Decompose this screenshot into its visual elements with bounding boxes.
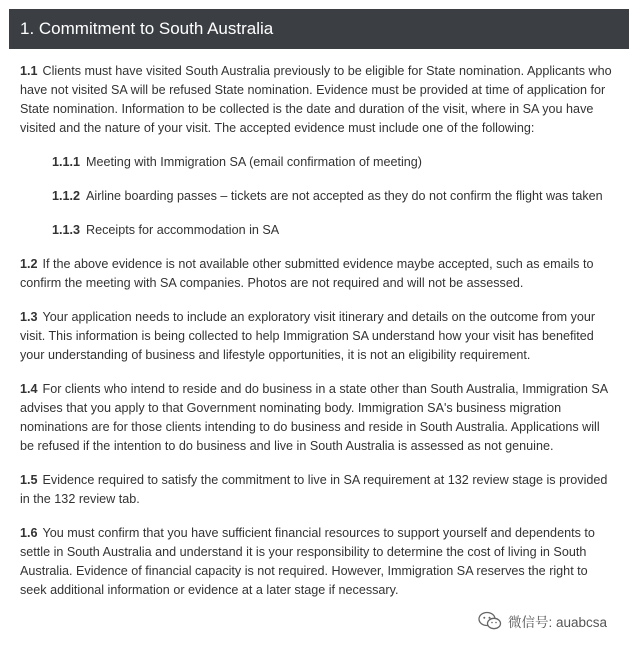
item-text: Airline boarding passes – tickets are not accepted as they do not confirm the flight was taken: [86, 189, 603, 203]
item-text: Meeting with Immigration SA (email confirmation of meeting): [86, 155, 422, 169]
item-number: 1.1.1: [52, 155, 81, 169]
item-number: 1.2: [20, 257, 38, 271]
document-body: [20, 62, 616, 615]
section-title: 1. Commitment to South Australia: [20, 19, 274, 38]
item-1-6: [20, 524, 616, 600]
item-number: 1.1.3: [52, 223, 81, 237]
item-number: 1.4: [20, 382, 38, 396]
item-1-1-2: [52, 187, 616, 206]
item-number: 1.1: [20, 64, 38, 78]
item-text: If the above evidence is not available other submitted evidence maybe accepted, such as emails to confirm the meeting with SA companies. Photos are not required and will not be assessed.: [20, 257, 594, 290]
item-1-1-1: [52, 153, 616, 172]
item-text: Your application needs to include an exploratory visit itinerary and details on the outcome from your visit. This information is being collected to help Immigration SA understand how your visit has benefited your understanding of business and lifestyle opportunities, it is not an eligibility requirement.: [20, 310, 596, 362]
item-text: You must confirm that you have sufficient financial resources to support yourself and dependents to settle in South Australia and understand it is your responsibility to determine the cost of living in South Australia. Evidence of financial capacity is not required. However, Immigration SA reserves the right to seek additional information or evidence at a later stage if necessary.: [20, 526, 595, 597]
item-1-3: [20, 308, 616, 365]
item-1-2: [20, 255, 616, 293]
watermark-text: 微信号: auabcsa: [508, 615, 608, 630]
item-number: 1.3: [20, 310, 38, 324]
item-text: Receipts for accommodation in SA: [86, 223, 280, 237]
item-number: 1.6: [20, 526, 38, 540]
item-number: 1.5: [20, 473, 38, 487]
wechat-icon: [478, 611, 502, 631]
item-1-5: [20, 471, 616, 509]
section-header: [9, 9, 629, 49]
item-text: Clients must have visited South Australia previously to be eligible for State nomination. Applicants who have not visited SA will be refused State nomination. Evidence must be provided at time of application for State nomination. Information to be collected is the date and duration of the visit, where in SA you have visited and the nature of your visit. The accepted evidence must include one of the following:: [20, 64, 612, 135]
item-1-4: [20, 380, 616, 456]
item-number: 1.1.2: [52, 189, 81, 203]
item-1-1-3: [52, 221, 616, 240]
item-1-1: [20, 62, 616, 138]
item-text: For clients who intend to reside and do business in a state other than South Australia, Immigration SA advises that you apply to that Government nominating body. Immigration SA's business migration nominations are for those clients intending to do business and reside in South Australia. Applications will be refused if the intention to do business and live in South Australia is assessed as not genuine.: [20, 382, 608, 453]
item-text: Evidence required to satisfy the commitment to live in SA requirement at 132 review stage is provided in the 132 review tab.: [20, 473, 608, 506]
wechat-watermark: [478, 611, 607, 631]
